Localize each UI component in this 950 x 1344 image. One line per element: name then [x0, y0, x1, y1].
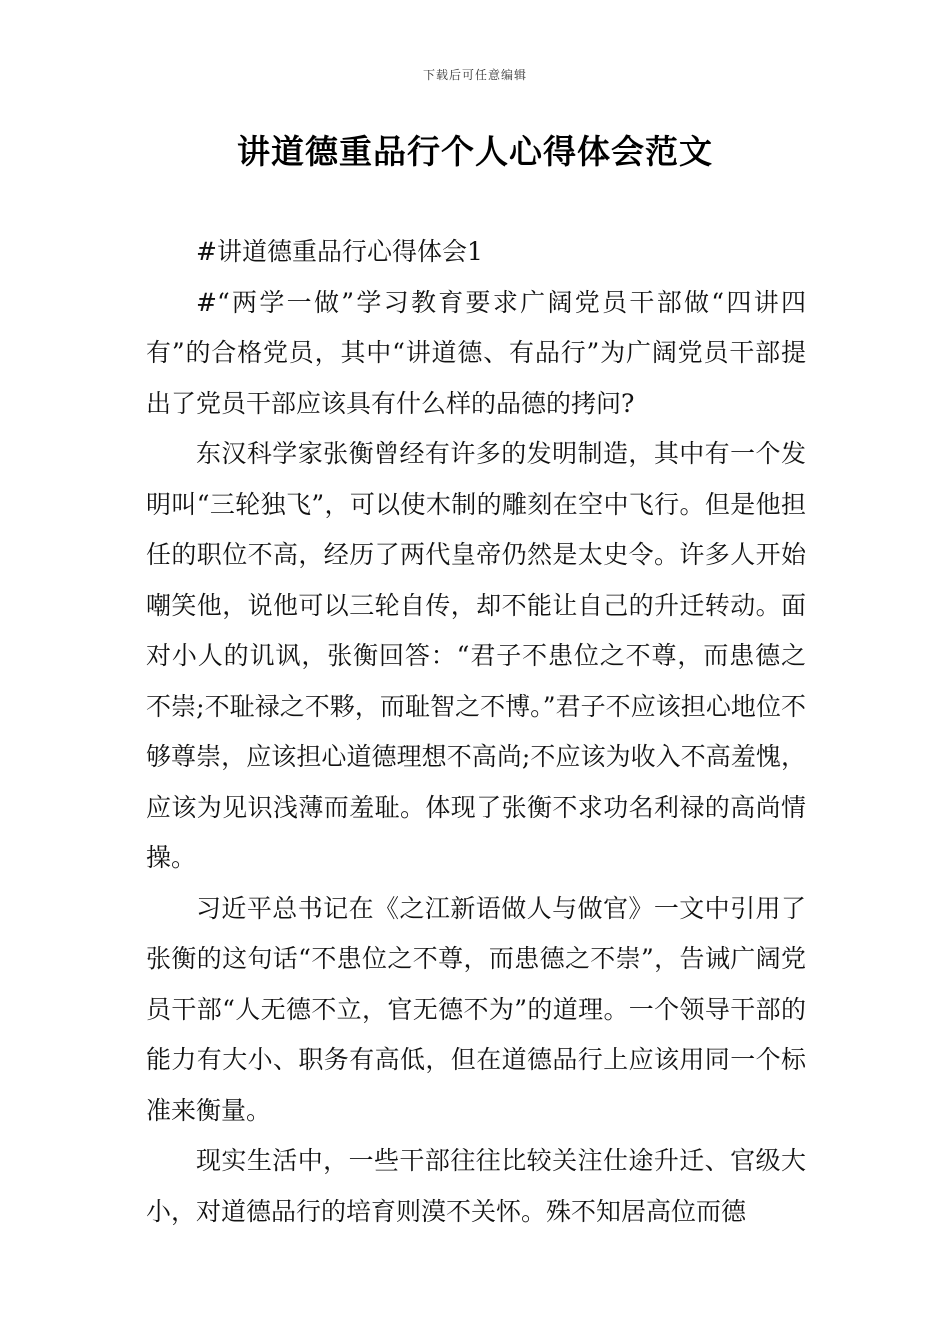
paragraph: 东汉科学家张衡曾经有许多的发明制造，其中有一个发明叫“三轮独飞”，可以使木制的雕刻在空中飞行。但是他担任的职位不高，经历了两代皇帝仍然是太史令。许多人开始嘲笑他，说他可以三轮自传，却不能让自己的升迁转动。面对小人的讥讽，张衡回答：“君子不患位之不尊，而患德之不崇;不耻禄之不夥，而耻智之不博。”君子不应该担心地位不够尊崇，应该担心道德理想不高尚;不应该为收入不高羞愧，应该为见识浅薄而羞耻。体现了张衡不求功名利禄的高尚情操。: [146, 439, 806, 872]
paragraph: #“两学一做”学习教育要求广阔党员干部做“四讲四有”的合格党员，其中“讲道德、有品行”为广阔党员干部提出了党员干部应该具有什么样的品德的拷问?: [146, 287, 806, 418]
document-title: 讲道德重品行个人心得体会范文: [237, 132, 713, 171]
paragraph: 现实生活中，一些干部往往比较关注仕途升迁、官级大小，对道德品行的培育则漠不关怀。殊不知居高位而德: [146, 1146, 806, 1226]
document-body: [146, 227, 806, 1237]
header-note: 下载后可任意编辑: [422, 68, 527, 82]
paragraph-heading: #讲道德重品行心得体会1: [196, 237, 483, 266]
paragraph: 习近平总书记在《之江新语做人与做官》一文中引用了张衡的这句话“不患位之不尊，而患德之不崇”，告诫广阔党员干部“人无德不立，官无德不为”的道理。一个领导干部的能力有大小、职务有高低，但在道德品行上应该用同一个标准来衡量。: [146, 893, 806, 1125]
